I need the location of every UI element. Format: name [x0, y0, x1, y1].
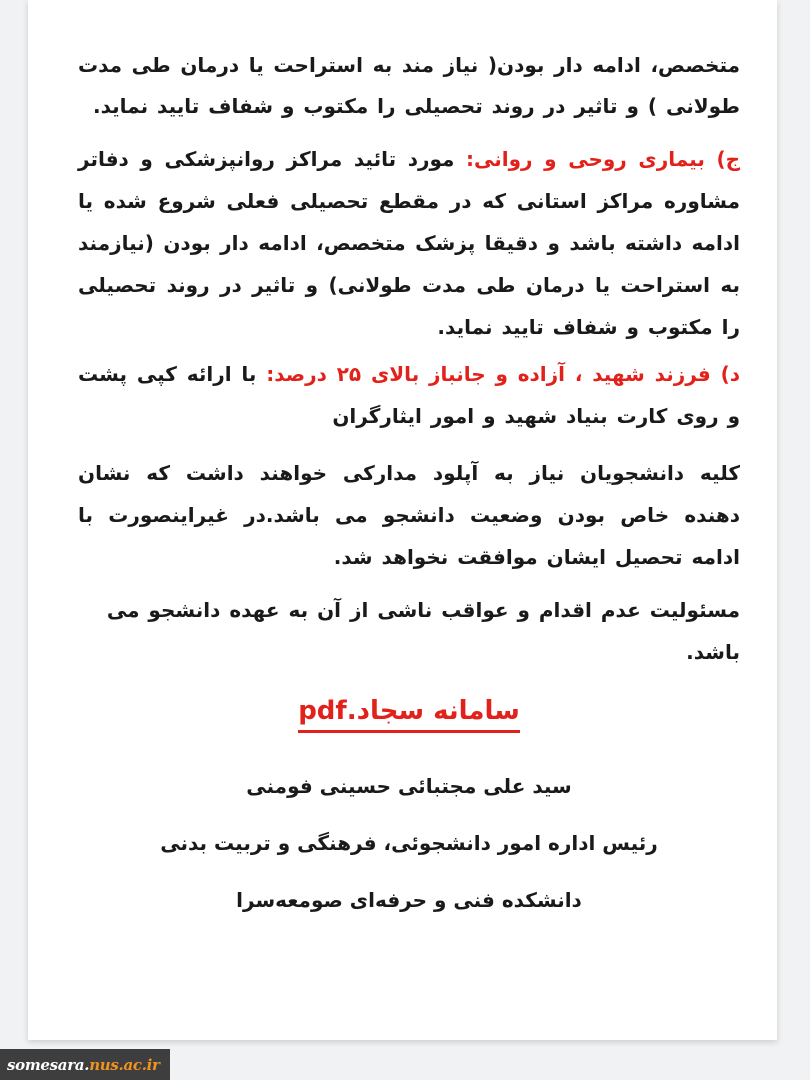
section-body-martyr-family: با ارائه کپی پشت و روی کارت بنیاد شهید و امور ایثارگران [78, 362, 740, 428]
signature-block [78, 758, 740, 929]
signatory-organization: دانشکده فنی و حرفه‌ای صومعه‌سرا [236, 888, 582, 912]
signatory-name: سید علی مجتبائی حسینی فومنی [246, 774, 572, 798]
paragraph-responsibility-note [78, 589, 740, 673]
upload-requirement-text: کلیه دانشجویان نیاز به آپلود مدارکی خواهند داشت که نشان دهنده خاص بودن وضعیت دانشجو می باشد.در غیراینصورت با ادامه تحصیل ایشان موافقت نخواهد شد. [78, 461, 740, 569]
paragraph-continuation-note [78, 45, 740, 127]
section-body-mental-illness: مورد تائید مراکز روانپزشکی و دفاتر مشاوره مراکز استانی که در مقطع تحصیلی فعلی شروع شده یا ادامه داشته باشد و دقیقا پزشک متخصص، ادامه دار بودن (نیازمند به استراحت یا درمان طی مدت طولانی) و تاثیر در روند تحصیلی را مکتوب و شفاف تایید نماید. [78, 147, 740, 339]
paragraph-upload-requirement [78, 452, 740, 578]
paragraph-martyr-family [78, 353, 740, 437]
section-heading-martyr-family: د) فرزند شهید ، آزاده و جانباز بالای ۲۵ درصد: [266, 362, 740, 386]
attachment-line [78, 693, 740, 733]
section-heading-mental-illness: ج) بیماری روحی و روانی: [466, 147, 740, 171]
document-page [28, 0, 777, 1040]
signatory-title: رئیس اداره امور دانشجوئی، فرهنگی و تربیت بدنی [160, 831, 658, 855]
responsibility-note-text: مسئولیت عدم اقدام و عواقب ناشی از آن به عهده دانشجو می باشد. [106, 598, 740, 664]
paragraph-mental-illness [78, 138, 740, 348]
watermark-domain: nus.ac.ir [89, 1055, 160, 1074]
site-watermark [0, 1049, 170, 1080]
watermark-site-name: somesara. [7, 1055, 90, 1074]
paragraph-continuation-text: متخصص، ادامه دار بودن( نیاز مند به استراحت یا درمان طی مدت طولانی ) و تاثیر در روند تحصیلی را مکتوب و شفاف تایید نماید. [78, 53, 740, 118]
sajad-system-pdf-link[interactable]: سامانه سجاد.pdf [298, 693, 520, 733]
